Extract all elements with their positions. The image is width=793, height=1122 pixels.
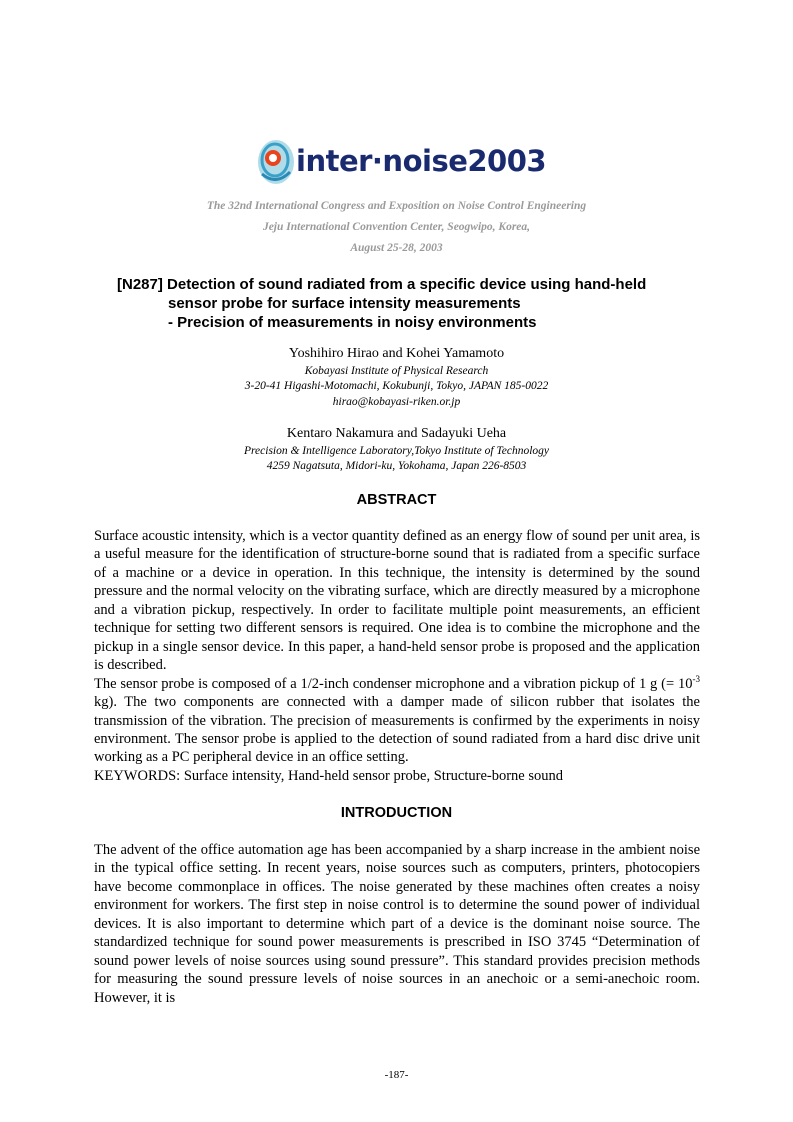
paper-title-line-2: sensor probe for surface intensity measurements [168, 295, 521, 312]
exponent: -3 [692, 673, 700, 684]
introduction-paragraph-1: The advent of the office automation age has been accompanied by a sharp increase in the ambient noise in the typical office setting. In recent years, noise sources such as computers, printers, photocopiers have become commonplace in offices. The noise generated by these machines often creates a noisy environment for workers. The first step in noise control is to determine the sound power of individual devices. It is also important to determine which part of a device is the dominant noise source. The standardized technique for sound power measurements is prescribed in ISO 3745 “Determination of sound power levels of noise sources using sound pressure”. This standard provides precision methods for measuring the sound pressure levels of noise sources in an anechoic or a semi-anechoic room. However, it is [94, 842, 700, 1006]
paper-title-line-3: - Precision of measurements in noisy environments [168, 314, 537, 331]
conference-venue: Jeju International Convention Center, Seogwipo, Korea, [262, 221, 531, 233]
paper-title-line-1: [N287] Detection of sound radiated from a specific device using hand-held [117, 276, 647, 293]
abstract-paragraph-2-start: The sensor probe is composed of a 1/2-inch condenser microphone and a vibration pickup of 1 g (= 10 [94, 675, 693, 692]
affiliation-1-institute: Kobayasi Institute of Physical Research [304, 365, 489, 377]
conference-date: August 25-28, 2003 [350, 242, 443, 254]
conference-logo [256, 132, 546, 192]
abstract-paragraph-2-end: kg). The two components are connected with a damper made of silicon rubber that isolates the transmission of the vibration. The precision of measurements is confirmed by the experiments in noisy environment. The sensor probe is applied to the detection of sound radiated from a hard disc drive unit working as a PC peripheral device in an office setting. [94, 694, 700, 766]
affiliation-1-email: hirao@kobayasi-riken.or.jp [332, 396, 461, 408]
affiliation-2-address: 4259 Nagatsuta, Midori-ku, Yokohama, Japan 226-8503 [266, 460, 527, 472]
affiliation-2-institute: Precision & Intelligence Laboratory,Tokyo Institute of Technology [243, 445, 550, 457]
logo-text: inter·noise2003 [296, 144, 547, 178]
authors-group-1: Yoshihiro Hirao and Kohei Yamamoto [288, 346, 505, 361]
affiliation-1-address: 3-20-41 Higashi-Motomachi, Kokubunji, Tokyo, JAPAN 185-0022 [244, 380, 549, 392]
logo-swirl-icon [256, 132, 296, 188]
authors-group-2: Kentaro Nakamura and Sadayuki Ueha [286, 426, 507, 441]
page-number: -187- [384, 1069, 409, 1081]
abstract-heading: ABSTRACT [356, 492, 437, 508]
abstract-body [94, 527, 700, 785]
abstract-paragraph-1: Surface acoustic intensity, which is a vector quantity defined as an energy flow of sound per unit area, is a useful measure for the identification of structure-borne sound that is radiated from a specific surface of a machine or a device in operation. In this technique, the intensity is determined by the sound pressure and the normal velocity on the vibrating surface, which are directly measured by a microphone and a vibration pickup, respectively. In order to facilitate multiple point measurements, an efficient technique for setting two different sensors is required. One idea is to combine the microphone and the pickup in a single sensor device. In this paper, a hand-held sensor probe is proposed and the application is described. [94, 528, 700, 674]
keywords: KEYWORDS: Surface intensity, Hand-held sensor probe, Structure-borne sound [94, 767, 563, 784]
introduction-body [94, 841, 700, 1007]
conference-name: The 32nd International Congress and Exposition on Noise Control Engineering [206, 200, 587, 212]
abstract-paragraph-2 [94, 675, 700, 767]
introduction-heading: INTRODUCTION [340, 805, 453, 821]
